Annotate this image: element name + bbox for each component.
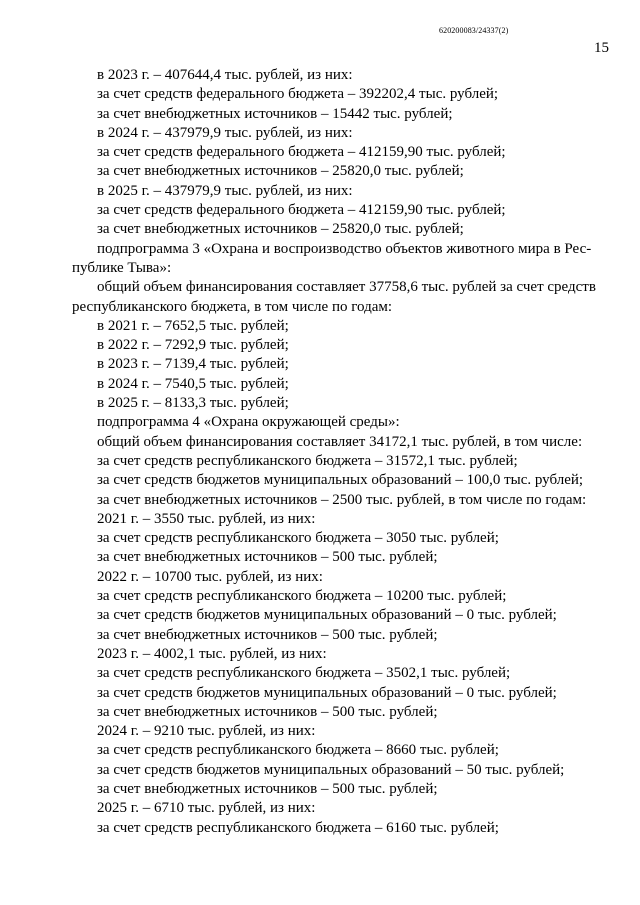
text-line: за счет средств республиканского бюджета – 3050 тыс. рублей; [97, 530, 499, 547]
text-line: 2022 г. – 10700 тыс. рублей, из них: [97, 568, 323, 585]
text-line: в 2025 г. – 8133,3 тыс. рублей; [97, 395, 289, 412]
text-line: 2025 г. – 6710 тыс. рублей, из них: [97, 800, 316, 817]
text-line: за счет внебюджетных источников – 15442 тыс. рублей; [97, 105, 453, 122]
text-line: за счет внебюджетных источников – 500 тыс. рублей; [97, 703, 438, 720]
text-line: публике Тыва»: [72, 259, 172, 276]
text-line: подпрограмма 3 «Охрана и воспроизводство объектов животного мира в Рес- [97, 240, 592, 257]
text-line: за счет средств республиканского бюджета – 31572,1 тыс. рублей; [97, 452, 518, 469]
text-line: за счет средств федерального бюджета – 412159,90 тыс. рублей; [97, 144, 506, 161]
text-line: в 2024 г. – 7540,5 тыс. рублей; [97, 375, 289, 392]
text-line: за счет внебюджетных источников – 500 тыс. рублей; [97, 780, 438, 797]
text-line: в 2021 г. – 7652,5 тыс. рублей; [97, 317, 289, 334]
text-line: 2021 г. – 3550 тыс. рублей, из них: [97, 510, 316, 527]
text-line: 2024 г. – 9210 тыс. рублей, из них: [97, 723, 316, 740]
text-line: за счет средств бюджетов муниципальных образований – 50 тыс. рублей; [97, 761, 565, 778]
text-line: за счет средств федерального бюджета – 412159,90 тыс. рублей; [97, 202, 506, 219]
text-line: подпрограмма 4 «Охрана окружающей среды»: [97, 414, 400, 431]
text-line: общий объем финансирования составляет 34172,1 тыс. рублей, в том числе: [97, 433, 583, 450]
text-line: за счет средств республиканского бюджета – 8660 тыс. рублей; [97, 742, 499, 759]
text-line: за счет средств республиканского бюджета – 3502,1 тыс. рублей; [97, 665, 511, 682]
text-line: за счет внебюджетных источников – 25820,0 тыс. рублей; [97, 221, 464, 238]
text-line: за счет средств бюджетов муниципальных образований – 0 тыс. рублей; [97, 684, 557, 701]
text-line: республиканского бюджета, в том числе по годам: [72, 298, 393, 315]
text-line: 2023 г. – 4002,1 тыс. рублей, из них: [97, 645, 327, 662]
text-line: за счет внебюджетных источников – 25820,0 тыс. рублей; [97, 163, 464, 180]
text-line: общий объем финансирования составляет 37758,6 тыс. рублей за счет средств [97, 279, 596, 296]
text-line: в 2023 г. – 407644,4 тыс. рублей, из них: [97, 67, 353, 83]
page-number: 15 [594, 40, 609, 56]
page-body-text [72, 66, 622, 838]
text-line: за счет средств республиканского бюджета – 10200 тыс. рублей; [97, 588, 507, 605]
text-line: за счет внебюджетных источников – 2500 тыс. рублей, в том числе по годам: [97, 491, 587, 508]
text-line: за счет средств бюджетов муниципальных образований – 100,0 тыс. рублей; [97, 472, 584, 489]
text-line: в 2022 г. – 7292,9 тыс. рублей; [97, 337, 289, 354]
text-line: за счет средств бюджетов муниципальных образований – 0 тыс. рублей; [97, 607, 557, 624]
document-id: 620200083/24337(2) [439, 26, 509, 35]
text-line: за счет средств федерального бюджета – 392202,4 тыс. рублей; [97, 86, 499, 103]
text-line: в 2024 г. – 437979,9 тыс. рублей, из них: [97, 124, 353, 141]
text-line: за счет внебюджетных источников – 500 тыс. рублей; [97, 626, 438, 643]
text-line: за счет средств республиканского бюджета – 6160 тыс. рублей; [97, 819, 499, 836]
text-line: в 2025 г. – 437979,9 тыс. рублей, из них: [97, 182, 353, 199]
text-line: в 2023 г. – 7139,4 тыс. рублей; [97, 356, 289, 373]
text-line: за счет внебюджетных источников – 500 тыс. рублей; [97, 549, 438, 566]
